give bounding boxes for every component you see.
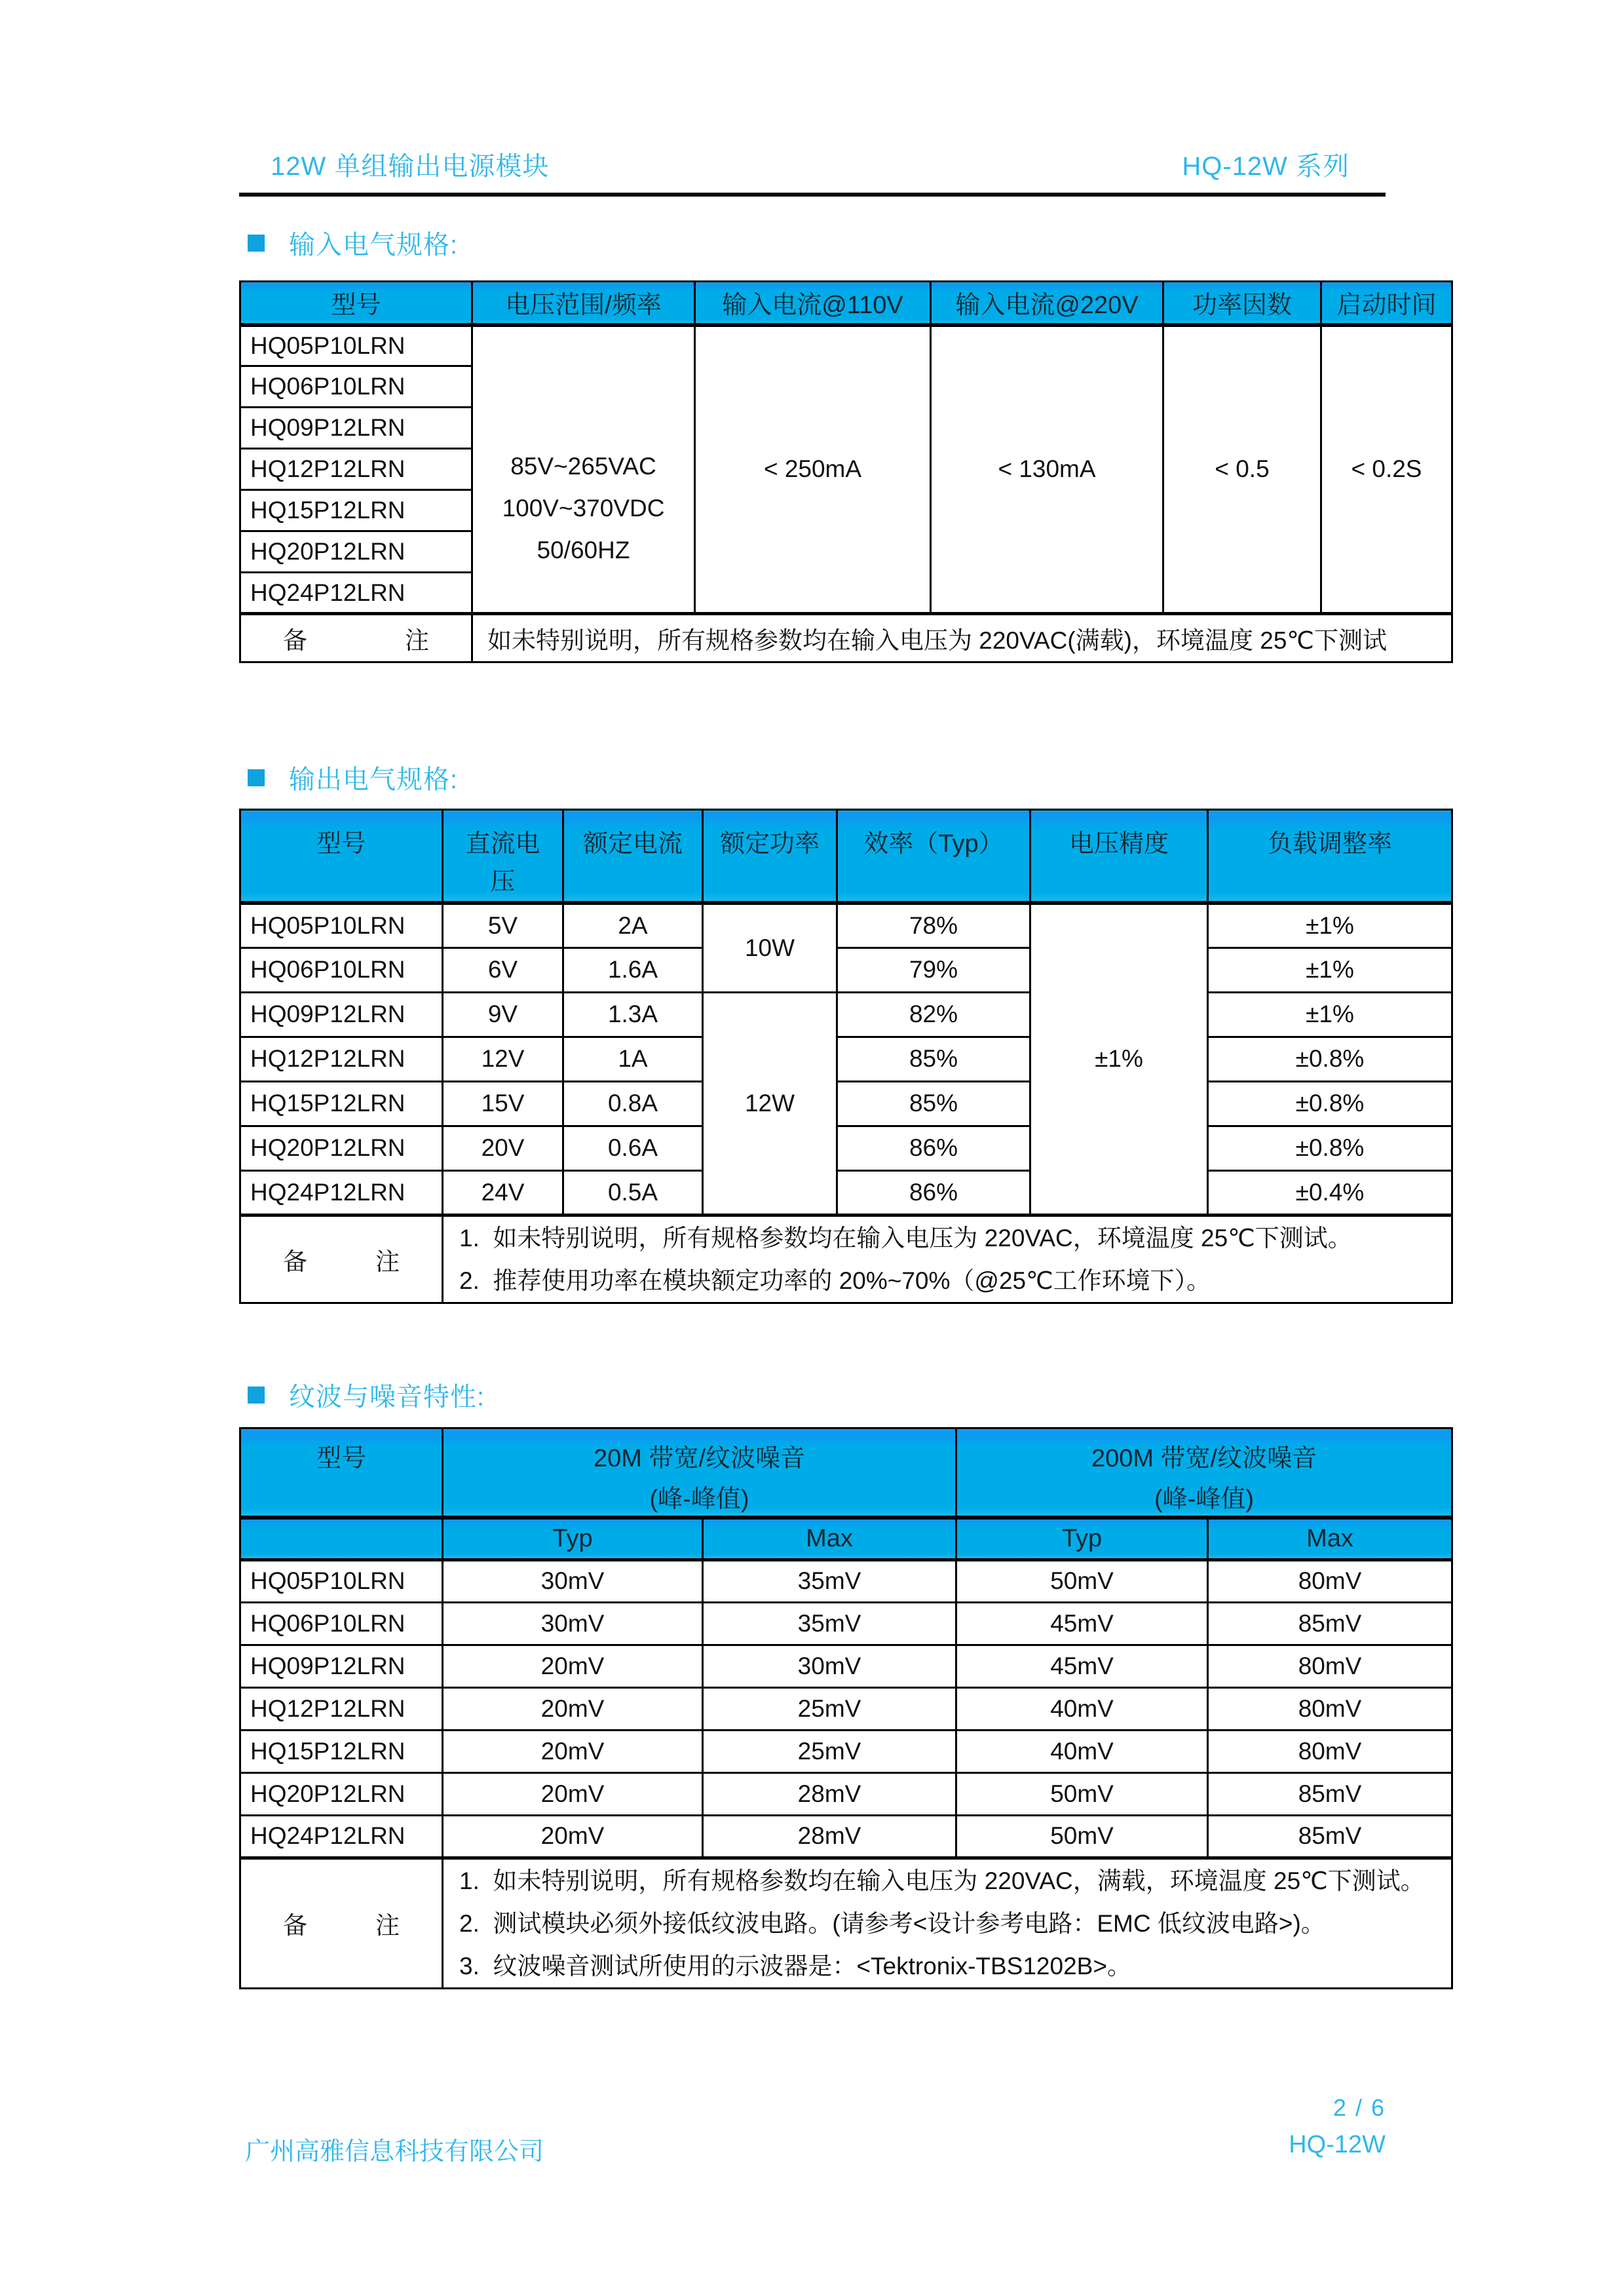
note-line: 2. 测试模块必须外接低纹波电路。(请参考<设计参考电路：EMC 低纹波电路>)。 (459, 1909, 1325, 1937)
doc-title: 12W 单组输出电源模块 (271, 152, 550, 181)
dc-voltage-label: 直流电压 (465, 830, 540, 896)
doc-header (239, 145, 1386, 183)
square-bullet-icon (248, 769, 265, 786)
max-20m-cell: 25mV (703, 1687, 956, 1730)
empty-header-cell (240, 1518, 443, 1559)
voltage-range-line: 85V~265VAC (510, 453, 656, 480)
model-cell: HQ05P10LRN (240, 325, 472, 366)
note-label-right: 注 (405, 627, 429, 654)
model-cell: HQ05P10LRN (240, 1559, 443, 1602)
note-line: 3. 纹波噪音测试所使用的示波器是：<Tektronix-TBS1202B>。 (459, 1952, 1131, 1980)
sub-header-max-20m: Max (703, 1518, 956, 1559)
note-row (240, 1215, 1452, 1303)
max-200m-cell: 80mV (1208, 1559, 1452, 1602)
group-200m-subtitle: (峰-峰值) (1154, 1485, 1254, 1513)
section-input (248, 224, 458, 261)
rated-current-cell: 0.6A (563, 1126, 703, 1170)
note-label-left: 备 (283, 1248, 307, 1275)
note-label-right: 注 (375, 1248, 400, 1275)
group-20m-subtitle: (峰-峰值) (649, 1485, 749, 1513)
column-header-voltage-range: 电压范围/频率 (472, 282, 695, 325)
typ-20m-cell: 20mV (443, 1645, 703, 1687)
table-row (240, 1037, 1452, 1081)
footer-series: HQ-12W (1289, 2131, 1386, 2158)
table-row (240, 1170, 1452, 1215)
section-output (248, 759, 458, 796)
typ-20m-cell: 30mV (443, 1559, 703, 1602)
model-cell: HQ24P12LRN (240, 573, 472, 614)
section-ripple (248, 1376, 485, 1413)
ripple-sub-header-row (240, 1518, 1452, 1559)
efficiency-cell: 86% (837, 1170, 1030, 1215)
column-header-dc-voltage (443, 810, 563, 904)
column-header-current-220: 输入电流@220V (931, 282, 1163, 325)
sub-header-typ-200m: Typ (956, 1518, 1208, 1559)
note-label-left: 备 (283, 627, 307, 654)
note-line: 1. 如未特别说明，所有规格参数均在输入电压为 220VAC，环境温度 25℃下测试。 (459, 1224, 1352, 1252)
table-row (240, 903, 1452, 947)
load-regulation-cell: ±1% (1208, 947, 1452, 992)
ripple-group-header-row (240, 1428, 1452, 1518)
typ-200m-cell: 50mV (956, 1772, 1208, 1815)
max-20m-cell: 28mV (703, 1815, 956, 1858)
efficiency-cell: 85% (837, 1081, 1030, 1126)
voltage-precision-cell: ±1% (1030, 903, 1208, 1215)
max-20m-cell: 30mV (703, 1645, 956, 1687)
footer-right (1179, 2094, 1386, 2159)
voltage-range-cell (472, 325, 695, 614)
rated-current-cell: 0.8A (563, 1081, 703, 1126)
typ-200m-cell: 50mV (956, 1559, 1208, 1602)
typ-20m-cell: 20mV (443, 1730, 703, 1772)
header-divider (239, 193, 1386, 197)
section-title-output: 输出电气规格: (289, 765, 459, 794)
rated-current-cell: 1.3A (563, 992, 703, 1037)
model-cell: HQ12P12LRN (240, 1037, 443, 1081)
note-row (240, 614, 1452, 662)
efficiency-cell: 79% (837, 947, 1030, 992)
model-cell: HQ05P10LRN (240, 903, 443, 947)
max-20m-cell: 35mV (703, 1602, 956, 1645)
input-spec-table (239, 280, 1453, 663)
load-regulation-cell: ±0.8% (1208, 1081, 1452, 1126)
model-cell: HQ06P10LRN (240, 1602, 443, 1645)
max-200m-cell: 85mV (1208, 1602, 1452, 1645)
rated-power-10w-cell: 10W (703, 903, 837, 992)
dc-voltage-cell: 5V (443, 903, 563, 947)
note-label-cell (240, 1858, 443, 1988)
model-cell: HQ15P12LRN (240, 490, 472, 531)
note-label-left: 备 (283, 1912, 307, 1939)
model-cell: HQ20P12LRN (240, 1772, 443, 1815)
table-row (240, 1126, 1452, 1170)
model-cell: HQ20P12LRN (240, 1126, 443, 1170)
column-header-rated-power: 额定功率 (703, 810, 837, 904)
dc-voltage-cell: 20V (443, 1126, 563, 1170)
max-200m-cell: 80mV (1208, 1687, 1452, 1730)
power-factor-cell: < 0.5 (1163, 325, 1321, 614)
column-header-power-factor: 功率因数 (1163, 282, 1321, 325)
table-row (240, 1645, 1452, 1687)
startup-time-cell: < 0.2S (1321, 325, 1452, 614)
model-cell: HQ09P12LRN (240, 992, 443, 1037)
load-regulation-cell: ±1% (1208, 992, 1452, 1037)
max-200m-cell: 80mV (1208, 1645, 1452, 1687)
column-header-model: 型号 (240, 810, 443, 904)
efficiency-cell: 78% (837, 903, 1030, 947)
note-text-cell: 如未特别说明，所有规格参数均在输入电压为 220VAC(满载)，环境温度 25℃下测试 (472, 614, 1452, 662)
current-110-cell: < 250mA (695, 325, 931, 614)
note-row (240, 1858, 1452, 1988)
page-number: 2 / 6 (1332, 2094, 1386, 2121)
note-label-right: 注 (375, 1912, 400, 1939)
column-header-efficiency: 效率（Typ） (837, 810, 1030, 904)
model-cell: HQ15P12LRN (240, 1730, 443, 1772)
square-bullet-icon (248, 235, 265, 252)
note-text-cell (443, 1858, 1452, 1988)
column-header-voltage-precision: 电压精度 (1030, 810, 1208, 904)
dc-voltage-cell: 6V (443, 947, 563, 992)
load-regulation-cell: ±0.4% (1208, 1170, 1452, 1215)
note-line: 2. 推荐使用功率在模块额定功率的 20%~70%（@25℃工作环境下）。 (459, 1267, 1211, 1294)
max-20m-cell: 25mV (703, 1730, 956, 1772)
note-label-cell (240, 1215, 443, 1303)
doc-series: HQ-12W 系列 (1182, 152, 1350, 181)
output-spec-table (239, 809, 1453, 1304)
note-line: 1. 如未特别说明，所有规格参数均在输入电压为 220VAC，满载，环境温度 25℃下测试。 (459, 1867, 1425, 1894)
square-bullet-icon (248, 1387, 265, 1404)
group-20m-title: 20M 带宽/纹波噪音 (593, 1445, 806, 1472)
column-header-current-110: 输入电流@110V (695, 282, 931, 325)
load-regulation-cell: ±1% (1208, 903, 1452, 947)
typ-200m-cell: 45mV (956, 1645, 1208, 1687)
model-cell: HQ24P12LRN (240, 1815, 443, 1858)
table-row (240, 992, 1452, 1037)
efficiency-cell: 82% (837, 992, 1030, 1037)
section-title-ripple: 纹波与噪音特性: (289, 1383, 485, 1411)
note-label-cell (240, 614, 472, 662)
dc-voltage-cell: 12V (443, 1037, 563, 1081)
typ-200m-cell: 50mV (956, 1815, 1208, 1858)
table-row (240, 1687, 1452, 1730)
typ-200m-cell: 40mV (956, 1730, 1208, 1772)
typ-20m-cell: 30mV (443, 1602, 703, 1645)
max-200m-cell: 85mV (1208, 1772, 1452, 1815)
max-20m-cell: 28mV (703, 1772, 956, 1815)
sub-header-max-200m: Max (1208, 1518, 1452, 1559)
model-cell: HQ06P10LRN (240, 947, 443, 992)
table-row (240, 325, 1452, 366)
load-regulation-cell: ±0.8% (1208, 1037, 1452, 1081)
current-220-cell: < 130mA (931, 325, 1163, 614)
model-cell: HQ09P12LRN (240, 1645, 443, 1687)
dc-voltage-cell: 15V (443, 1081, 563, 1126)
group-header-200m (956, 1428, 1452, 1518)
load-regulation-cell: ±0.8% (1208, 1126, 1452, 1170)
voltage-range-line: 100V~370VDC (502, 495, 665, 522)
model-cell: HQ12P12LRN (240, 1687, 443, 1730)
rated-power-12w-cell: 12W (703, 992, 837, 1215)
column-header-load-regulation: 负载调整率 (1208, 810, 1452, 904)
dc-voltage-cell: 24V (443, 1170, 563, 1215)
efficiency-cell: 85% (837, 1037, 1030, 1081)
input-header-row (240, 282, 1452, 325)
rated-current-cell: 2A (563, 903, 703, 947)
rated-current-cell: 1.6A (563, 947, 703, 992)
typ-20m-cell: 20mV (443, 1815, 703, 1858)
column-header-model: 型号 (240, 1428, 443, 1518)
sub-header-typ-20m: Typ (443, 1518, 703, 1559)
note-text-cell (443, 1215, 1452, 1303)
model-cell: HQ15P12LRN (240, 1081, 443, 1126)
column-header-startup: 启动时间 (1321, 282, 1452, 325)
voltage-range-line: 50/60HZ (537, 537, 630, 564)
table-row (240, 1602, 1452, 1645)
table-row (240, 1081, 1452, 1126)
typ-200m-cell: 40mV (956, 1687, 1208, 1730)
typ-20m-cell: 20mV (443, 1772, 703, 1815)
model-cell: HQ09P12LRN (240, 408, 472, 449)
rated-current-cell: 1A (563, 1037, 703, 1081)
model-cell: HQ20P12LRN (240, 531, 472, 573)
ripple-noise-table (239, 1427, 1453, 1989)
group-200m-title: 200M 带宽/纹波噪音 (1091, 1445, 1317, 1472)
group-header-20m (443, 1428, 956, 1518)
max-200m-cell: 85mV (1208, 1815, 1452, 1858)
table-row (240, 1730, 1452, 1772)
max-200m-cell: 80mV (1208, 1730, 1452, 1772)
model-cell: HQ12P12LRN (240, 449, 472, 490)
column-header-rated-current: 额定电流 (563, 810, 703, 904)
model-cell: HQ06P10LRN (240, 366, 472, 408)
typ-20m-cell: 20mV (443, 1687, 703, 1730)
table-row (240, 1772, 1452, 1815)
typ-200m-cell: 45mV (956, 1602, 1208, 1645)
max-20m-cell: 35mV (703, 1559, 956, 1602)
table-row (240, 1559, 1452, 1602)
efficiency-cell: 86% (837, 1126, 1030, 1170)
column-header-model: 型号 (240, 282, 472, 325)
dc-voltage-cell: 9V (443, 992, 563, 1037)
table-row (240, 947, 1452, 992)
section-title-input: 输入电气规格: (289, 231, 459, 259)
output-header-row (240, 810, 1452, 904)
rated-current-cell: 0.5A (563, 1170, 703, 1215)
table-row (240, 1815, 1452, 1858)
model-cell: HQ24P12LRN (240, 1170, 443, 1215)
footer-company: 广州高雅信息科技有限公司 (245, 2138, 544, 2166)
